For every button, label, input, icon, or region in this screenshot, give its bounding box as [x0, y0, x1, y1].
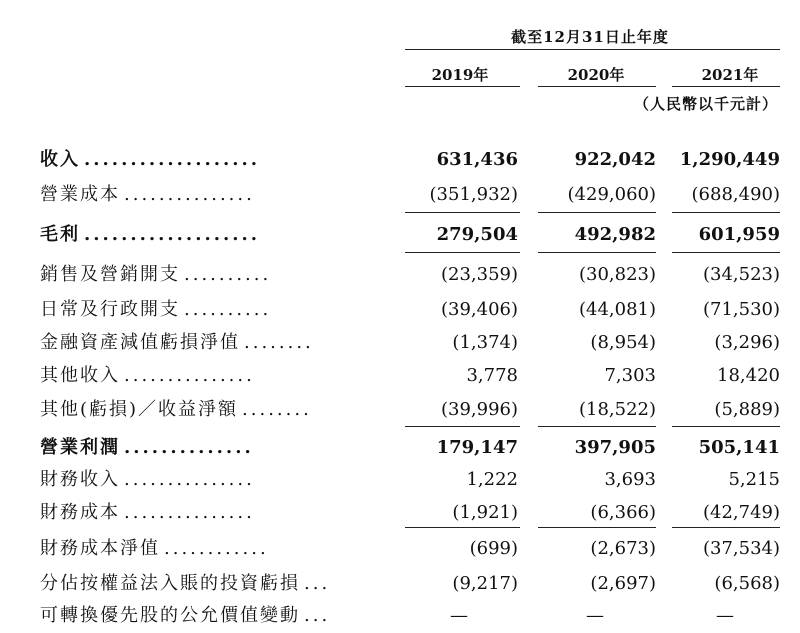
cell-value-2021: (3,296)	[714, 332, 780, 353]
row-label	[40, 359, 380, 393]
row-leader-dots: ..........	[184, 264, 272, 285]
row-label-text: 財務成本淨值	[40, 538, 160, 559]
period-header: 截至12月31日止年度	[511, 28, 669, 46]
row-leader-dots: ...	[304, 605, 331, 626]
row-leader-dots: ............	[164, 538, 269, 559]
table-row	[0, 431, 800, 465]
cell-value-2020: (2,697)	[590, 573, 656, 594]
subtotal-rule-3-col2	[538, 426, 656, 427]
period-underline	[405, 49, 780, 50]
cell-value-2019: (39,996)	[440, 399, 518, 420]
cell-value-2020: (6,366)	[590, 502, 656, 523]
table-row	[0, 218, 800, 252]
cell-value-2019: (351,932)	[429, 184, 518, 205]
row-label-text: 金融資產減值虧損淨值	[40, 332, 240, 353]
cell-value-2021: 5,215	[728, 469, 780, 490]
table-row	[0, 178, 800, 212]
row-label-text: 可轉換優先股的公允價值變動	[40, 605, 300, 626]
cell-value-2019: (39,406)	[440, 299, 518, 320]
subtotal-rule-4-col2	[538, 527, 656, 528]
row-label	[40, 496, 380, 530]
cell-value-2020: (30,823)	[578, 264, 656, 285]
row-leader-dots: ..........	[184, 299, 272, 320]
row-leader-dots: ........	[242, 399, 312, 420]
cell-value-2021: 505,141	[698, 437, 780, 458]
row-label	[40, 218, 380, 252]
row-label	[40, 463, 380, 497]
cell-value-2021: (5,889)	[714, 399, 780, 420]
row-leader-dots: ...................	[84, 149, 261, 170]
cell-value-2020: 922,042	[574, 149, 656, 170]
cell-value-2020: (18,522)	[578, 399, 656, 420]
table-row	[0, 463, 800, 497]
unit-note: （人民幣以千元計）	[633, 95, 778, 113]
cell-value-2021: 1,290,449	[679, 149, 780, 170]
table-row	[0, 567, 800, 601]
row-label-text: 其他(虧損)／收益淨額	[40, 399, 239, 420]
year-2020-underline	[538, 86, 656, 87]
cell-value-2020: (429,060)	[567, 184, 656, 205]
cell-value-2020: (2,673)	[590, 538, 656, 559]
cell-value-2021: —	[716, 605, 734, 626]
cell-value-2019: —	[450, 605, 468, 626]
row-label-text: 銷售及營銷開支	[40, 264, 180, 285]
subtotal-rule-2-col1	[405, 252, 520, 253]
subtotal-rule-1-col3	[672, 212, 780, 213]
subtotal-rule-2-col2	[538, 252, 656, 253]
cell-value-2020: (8,954)	[590, 332, 656, 353]
row-label	[40, 431, 380, 465]
cell-value-2021: (6,568)	[714, 573, 780, 594]
table-row	[0, 326, 800, 360]
subtotal-rule-2-col3	[672, 252, 780, 253]
subtotal-rule-4-col1	[405, 527, 520, 528]
cell-value-2019: (699)	[469, 538, 518, 559]
row-label	[40, 599, 380, 633]
row-leader-dots: ..............	[124, 437, 254, 458]
row-label	[40, 393, 380, 427]
cell-value-2020: 7,303	[604, 365, 656, 386]
cell-value-2019: 179,147	[436, 437, 518, 458]
year-2020-header: 2020年	[567, 66, 625, 84]
subtotal-rule-1-col2	[538, 212, 656, 213]
row-label	[40, 326, 380, 360]
subtotal-rule-4-col3	[672, 527, 780, 528]
row-label-text: 收入	[40, 149, 80, 170]
cell-value-2020: (44,081)	[578, 299, 656, 320]
row-label	[40, 143, 380, 177]
cell-value-2020: 492,982	[574, 224, 656, 245]
table-row	[0, 532, 800, 566]
row-label-text: 分佔按權益法入賬的投資虧損	[40, 573, 300, 594]
table-row	[0, 599, 800, 633]
cell-value-2021: (37,534)	[702, 538, 780, 559]
subtotal-rule-3-col3	[672, 426, 780, 427]
year-2019-underline	[405, 86, 520, 87]
row-leader-dots: ...	[304, 573, 331, 594]
cell-value-2019: (9,217)	[452, 573, 518, 594]
cell-value-2020: —	[586, 605, 604, 626]
cell-value-2021: (42,749)	[702, 502, 780, 523]
cell-value-2019: (23,359)	[440, 264, 518, 285]
year-2021-underline	[672, 86, 780, 87]
row-label	[40, 567, 380, 601]
cell-value-2021: (71,530)	[702, 299, 780, 320]
row-label-text: 營業成本	[40, 184, 120, 205]
cell-value-2019: 631,436	[436, 149, 518, 170]
table-row	[0, 359, 800, 393]
cell-value-2019: (1,921)	[452, 502, 518, 523]
cell-value-2019: 3,778	[466, 365, 518, 386]
table-row	[0, 496, 800, 530]
year-2021-header: 2021年	[701, 66, 759, 84]
cell-value-2020: 397,905	[574, 437, 656, 458]
subtotal-rule-1-col1	[405, 212, 520, 213]
cell-value-2020: 3,693	[604, 469, 656, 490]
subtotal-rule-3-col1	[405, 426, 520, 427]
table-row	[0, 143, 800, 177]
row-label-text: 其他收入	[40, 365, 120, 386]
table-row	[0, 258, 800, 292]
cell-value-2021: (34,523)	[702, 264, 780, 285]
row-leader-dots: ........	[244, 332, 314, 353]
cell-value-2021: (688,490)	[691, 184, 780, 205]
row-label	[40, 258, 380, 292]
cell-value-2019: 279,504	[436, 224, 518, 245]
row-leader-dots: ...............	[124, 469, 255, 490]
row-label-text: 財務收入	[40, 469, 120, 490]
row-label-text: 財務成本	[40, 502, 120, 523]
row-label-text: 日常及行政開支	[40, 299, 180, 320]
row-label	[40, 293, 380, 327]
row-leader-dots: ...............	[124, 502, 255, 523]
cell-value-2019: 1,222	[466, 469, 518, 490]
row-leader-dots: ...................	[84, 224, 261, 245]
row-leader-dots: ...............	[124, 365, 255, 386]
cell-value-2021: 601,959	[698, 224, 780, 245]
row-label	[40, 178, 380, 212]
row-label	[40, 532, 380, 566]
row-leader-dots: ...............	[124, 184, 255, 205]
cell-value-2019: (1,374)	[452, 332, 518, 353]
cell-value-2021: 18,420	[717, 365, 780, 386]
table-row	[0, 393, 800, 427]
table-row	[0, 293, 800, 327]
row-label-text: 營業利潤	[40, 437, 120, 458]
row-label-text: 毛利	[40, 224, 80, 245]
year-2019-header: 2019年	[431, 66, 489, 84]
